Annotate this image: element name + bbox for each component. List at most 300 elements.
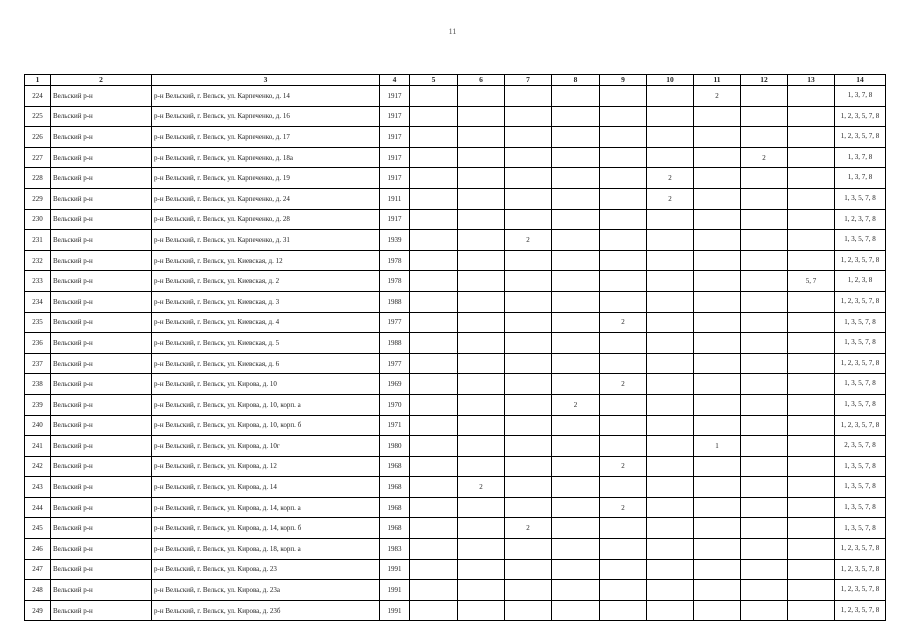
row-number-cell: 239 xyxy=(25,394,51,415)
column-7-cell xyxy=(505,374,552,395)
column-5-cell xyxy=(410,209,458,230)
column-9-cell xyxy=(600,333,647,354)
district-cell: Вельский р-н xyxy=(51,539,152,560)
column-13-cell xyxy=(788,333,835,354)
column-14-cell: 1, 3, 5, 7, 8 xyxy=(835,188,886,209)
column-14-cell: 1, 2, 3, 5, 7, 8 xyxy=(835,559,886,580)
column-14-cell: 1, 3, 5, 7, 8 xyxy=(835,477,886,498)
column-8-cell xyxy=(552,333,600,354)
district-cell: Вельский р-н xyxy=(51,188,152,209)
column-9-cell: 2 xyxy=(600,312,647,333)
column-5-cell xyxy=(410,374,458,395)
column-11-cell xyxy=(694,250,741,271)
row-number-cell: 241 xyxy=(25,436,51,457)
column-header-9: 9 xyxy=(600,75,647,86)
column-7-cell xyxy=(505,312,552,333)
column-13-cell xyxy=(788,312,835,333)
row-number-cell: 229 xyxy=(25,188,51,209)
district-cell: Вельский р-н xyxy=(51,374,152,395)
column-8-cell xyxy=(552,415,600,436)
column-11-cell xyxy=(694,477,741,498)
district-cell: Вельский р-н xyxy=(51,106,152,127)
column-5-cell xyxy=(410,333,458,354)
column-11-cell xyxy=(694,271,741,292)
column-9-cell xyxy=(600,188,647,209)
column-7-cell xyxy=(505,539,552,560)
column-6-cell xyxy=(458,127,505,148)
column-header-10: 10 xyxy=(647,75,694,86)
column-9-cell xyxy=(600,559,647,580)
district-cell: Вельский р-н xyxy=(51,497,152,518)
column-13-cell xyxy=(788,353,835,374)
column-14-cell: 1, 3, 5, 7, 8 xyxy=(835,312,886,333)
table-row xyxy=(25,188,886,209)
district-cell: Вельский р-н xyxy=(51,436,152,457)
column-14-cell: 1, 2, 3, 5, 7, 8 xyxy=(835,539,886,560)
column-10-cell xyxy=(647,415,694,436)
column-6-cell xyxy=(458,600,505,621)
column-6-cell xyxy=(458,353,505,374)
column-8-cell xyxy=(552,250,600,271)
column-13-cell xyxy=(788,86,835,107)
district-cell: Вельский р-н xyxy=(51,456,152,477)
year-cell: 1980 xyxy=(380,436,410,457)
column-8-cell xyxy=(552,147,600,168)
district-cell: Вельский р-н xyxy=(51,168,152,189)
year-cell: 1970 xyxy=(380,394,410,415)
district-cell: Вельский р-н xyxy=(51,271,152,292)
column-12-cell xyxy=(741,394,788,415)
address-cell: р-н Вельский, г. Вельск, ул. Кирова, д. 18, корп. а xyxy=(152,539,380,560)
row-number-cell: 226 xyxy=(25,127,51,148)
column-5-cell xyxy=(410,394,458,415)
column-5-cell xyxy=(410,518,458,539)
column-11-cell xyxy=(694,230,741,251)
column-7-cell xyxy=(505,168,552,189)
column-10-cell xyxy=(647,497,694,518)
address-cell: р-н Вельский, г. Вельск, ул. Киевская, д. 5 xyxy=(152,333,380,354)
column-6-cell xyxy=(458,271,505,292)
column-9-cell xyxy=(600,168,647,189)
table-row xyxy=(25,271,886,292)
column-12-cell xyxy=(741,353,788,374)
header-row xyxy=(25,75,886,86)
row-number-cell: 248 xyxy=(25,580,51,601)
column-10-cell xyxy=(647,209,694,230)
column-10-cell xyxy=(647,518,694,539)
column-12-cell xyxy=(741,456,788,477)
column-11-cell xyxy=(694,415,741,436)
column-5-cell xyxy=(410,86,458,107)
address-cell: р-н Вельский, г. Вельск, ул. Кирова, д. 10, корп. а xyxy=(152,394,380,415)
column-header-13: 13 xyxy=(788,75,835,86)
column-12-cell xyxy=(741,168,788,189)
address-cell: р-н Вельский, г. Вельск, ул. Карпеченко, д. 31 xyxy=(152,230,380,251)
column-10-cell xyxy=(647,312,694,333)
column-9-cell: 2 xyxy=(600,456,647,477)
row-number-cell: 243 xyxy=(25,477,51,498)
column-11-cell xyxy=(694,353,741,374)
row-number-cell: 227 xyxy=(25,147,51,168)
table-row xyxy=(25,539,886,560)
column-10-cell xyxy=(647,230,694,251)
column-9-cell xyxy=(600,580,647,601)
column-11-cell xyxy=(694,394,741,415)
column-7-cell xyxy=(505,580,552,601)
address-cell: р-н Вельский, г. Вельск, ул. Карпеченко, д. 24 xyxy=(152,188,380,209)
column-11-cell xyxy=(694,539,741,560)
column-header-4: 4 xyxy=(380,75,410,86)
column-12-cell xyxy=(741,436,788,457)
table-row xyxy=(25,353,886,374)
column-8-cell xyxy=(552,477,600,498)
column-5-cell xyxy=(410,106,458,127)
address-cell: р-н Вельский, г. Вельск, ул. Кирова, д. 14, корп. а xyxy=(152,497,380,518)
column-12-cell xyxy=(741,312,788,333)
address-cell: р-н Вельский, г. Вельск, ул. Карпеченко, д. 19 xyxy=(152,168,380,189)
column-9-cell xyxy=(600,250,647,271)
address-cell: р-н Вельский, г. Вельск, ул. Киевская, д. 6 xyxy=(152,353,380,374)
column-8-cell xyxy=(552,353,600,374)
row-number-cell: 230 xyxy=(25,209,51,230)
column-14-cell: 1, 3, 5, 7, 8 xyxy=(835,374,886,395)
address-cell: р-н Вельский, г. Вельск, ул. Кирова, д. 10, корп. б xyxy=(152,415,380,436)
row-number-cell: 237 xyxy=(25,353,51,374)
column-10-cell xyxy=(647,127,694,148)
column-10-cell xyxy=(647,580,694,601)
column-11-cell xyxy=(694,168,741,189)
column-8-cell xyxy=(552,559,600,580)
column-6-cell xyxy=(458,580,505,601)
column-12-cell xyxy=(741,188,788,209)
row-number-cell: 231 xyxy=(25,230,51,251)
column-8-cell xyxy=(552,580,600,601)
column-7-cell xyxy=(505,436,552,457)
address-cell: р-н Вельский, г. Вельск, ул. Киевская, д. 3 xyxy=(152,291,380,312)
row-number-cell: 245 xyxy=(25,518,51,539)
row-number-cell: 228 xyxy=(25,168,51,189)
column-13-cell xyxy=(788,147,835,168)
column-14-cell: 1, 2, 3, 7, 8 xyxy=(835,209,886,230)
column-13-cell xyxy=(788,436,835,457)
column-9-cell xyxy=(600,127,647,148)
column-14-cell: 1, 3, 5, 7, 8 xyxy=(835,497,886,518)
table-row xyxy=(25,600,886,621)
column-13-cell xyxy=(788,394,835,415)
column-9-cell: 2 xyxy=(600,374,647,395)
table-row xyxy=(25,106,886,127)
district-cell: Вельский р-н xyxy=(51,559,152,580)
column-6-cell xyxy=(458,333,505,354)
year-cell: 1991 xyxy=(380,600,410,621)
column-13-cell xyxy=(788,250,835,271)
column-7-cell xyxy=(505,456,552,477)
column-12-cell xyxy=(741,230,788,251)
column-7-cell xyxy=(505,415,552,436)
column-6-cell xyxy=(458,436,505,457)
year-cell: 1968 xyxy=(380,518,410,539)
column-5-cell xyxy=(410,127,458,148)
column-5-cell xyxy=(410,147,458,168)
district-cell: Вельский р-н xyxy=(51,333,152,354)
address-cell: р-н Вельский, г. Вельск, ул. Кирова, д. 23б xyxy=(152,600,380,621)
column-6-cell xyxy=(458,312,505,333)
table-row xyxy=(25,209,886,230)
column-12-cell xyxy=(741,580,788,601)
column-header-7: 7 xyxy=(505,75,552,86)
column-14-cell: 1, 3, 5, 7, 8 xyxy=(835,333,886,354)
column-14-cell: 1, 2, 3, 5, 7, 8 xyxy=(835,415,886,436)
column-13-cell xyxy=(788,497,835,518)
column-8-cell xyxy=(552,168,600,189)
column-7-cell xyxy=(505,394,552,415)
table-row xyxy=(25,230,886,251)
column-5-cell xyxy=(410,353,458,374)
column-9-cell xyxy=(600,436,647,457)
year-cell: 1969 xyxy=(380,374,410,395)
row-number-cell: 247 xyxy=(25,559,51,580)
address-cell: р-н Вельский, г. Вельск, ул. Кирова, д. 12 xyxy=(152,456,380,477)
column-10-cell xyxy=(647,333,694,354)
table-row xyxy=(25,333,886,354)
column-12-cell xyxy=(741,497,788,518)
column-10-cell xyxy=(647,600,694,621)
table-row xyxy=(25,518,886,539)
row-number-cell: 235 xyxy=(25,312,51,333)
column-8-cell xyxy=(552,456,600,477)
column-13-cell xyxy=(788,600,835,621)
column-14-cell: 1, 3, 5, 7, 8 xyxy=(835,394,886,415)
column-11-cell xyxy=(694,333,741,354)
address-cell: р-н Вельский, г. Вельск, ул. Карпеченко, д. 17 xyxy=(152,127,380,148)
row-number-cell: 249 xyxy=(25,600,51,621)
column-10-cell xyxy=(647,353,694,374)
column-10-cell xyxy=(647,106,694,127)
column-10-cell xyxy=(647,86,694,107)
column-header-14: 14 xyxy=(835,75,886,86)
column-11-cell xyxy=(694,188,741,209)
table-row xyxy=(25,559,886,580)
column-9-cell xyxy=(600,291,647,312)
column-8-cell xyxy=(552,106,600,127)
district-cell: Вельский р-н xyxy=(51,518,152,539)
address-cell: р-н Вельский, г. Вельск, ул. Киевская, д. 4 xyxy=(152,312,380,333)
housing-registry-table xyxy=(24,74,886,621)
column-14-cell: 1, 2, 3, 5, 7, 8 xyxy=(835,353,886,374)
column-header-11: 11 xyxy=(694,75,741,86)
column-header-5: 5 xyxy=(410,75,458,86)
year-cell: 1978 xyxy=(380,250,410,271)
table-row xyxy=(25,291,886,312)
column-6-cell xyxy=(458,518,505,539)
table-row xyxy=(25,86,886,107)
column-11-cell xyxy=(694,312,741,333)
column-14-cell: 1, 2, 3, 5, 7, 8 xyxy=(835,600,886,621)
column-9-cell xyxy=(600,600,647,621)
column-14-cell: 1, 2, 3, 5, 7, 8 xyxy=(835,580,886,601)
table-row xyxy=(25,394,886,415)
column-10-cell xyxy=(647,394,694,415)
row-number-cell: 238 xyxy=(25,374,51,395)
column-12-cell xyxy=(741,477,788,498)
table-row xyxy=(25,497,886,518)
row-number-cell: 236 xyxy=(25,333,51,354)
column-8-cell xyxy=(552,539,600,560)
year-cell: 1911 xyxy=(380,188,410,209)
column-9-cell xyxy=(600,353,647,374)
district-cell: Вельский р-н xyxy=(51,477,152,498)
column-13-cell xyxy=(788,518,835,539)
column-13-cell xyxy=(788,559,835,580)
column-9-cell xyxy=(600,209,647,230)
district-cell: Вельский р-н xyxy=(51,250,152,271)
column-14-cell: 1, 3, 5, 7, 8 xyxy=(835,456,886,477)
column-8-cell: 2 xyxy=(552,394,600,415)
column-10-cell xyxy=(647,436,694,457)
column-10-cell xyxy=(647,147,694,168)
column-13-cell xyxy=(788,539,835,560)
column-9-cell xyxy=(600,477,647,498)
column-10-cell xyxy=(647,271,694,292)
address-cell: р-н Вельский, г. Вельск, ул. Кирова, д. 10г xyxy=(152,436,380,457)
column-9-cell: 2 xyxy=(600,497,647,518)
row-number-cell: 234 xyxy=(25,291,51,312)
column-13-cell xyxy=(788,580,835,601)
column-9-cell xyxy=(600,86,647,107)
column-7-cell: 2 xyxy=(505,518,552,539)
row-number-cell: 225 xyxy=(25,106,51,127)
column-14-cell: 1, 2, 3, 8 xyxy=(835,271,886,292)
column-13-cell xyxy=(788,230,835,251)
column-7-cell xyxy=(505,106,552,127)
column-13-cell xyxy=(788,106,835,127)
column-12-cell xyxy=(741,333,788,354)
column-7-cell xyxy=(505,353,552,374)
column-11-cell xyxy=(694,106,741,127)
column-11-cell xyxy=(694,209,741,230)
district-cell: Вельский р-н xyxy=(51,291,152,312)
column-5-cell xyxy=(410,291,458,312)
column-7-cell xyxy=(505,250,552,271)
column-9-cell xyxy=(600,230,647,251)
year-cell: 1971 xyxy=(380,415,410,436)
column-8-cell xyxy=(552,209,600,230)
column-13-cell xyxy=(788,168,835,189)
column-14-cell: 1, 3, 7, 8 xyxy=(835,147,886,168)
row-number-cell: 244 xyxy=(25,497,51,518)
column-13-cell xyxy=(788,188,835,209)
column-7-cell xyxy=(505,209,552,230)
column-11-cell: 2 xyxy=(694,86,741,107)
district-cell: Вельский р-н xyxy=(51,600,152,621)
table-row xyxy=(25,477,886,498)
column-11-cell xyxy=(694,147,741,168)
year-cell: 1983 xyxy=(380,539,410,560)
year-cell: 1988 xyxy=(380,291,410,312)
column-6-cell xyxy=(458,106,505,127)
column-7-cell xyxy=(505,333,552,354)
table-row xyxy=(25,147,886,168)
year-cell: 1978 xyxy=(380,271,410,292)
year-cell: 1991 xyxy=(380,559,410,580)
column-10-cell xyxy=(647,539,694,560)
column-7-cell xyxy=(505,291,552,312)
year-cell: 1977 xyxy=(380,353,410,374)
column-11-cell: 1 xyxy=(694,436,741,457)
column-14-cell: 1, 2, 3, 5, 7, 8 xyxy=(835,127,886,148)
year-cell: 1917 xyxy=(380,168,410,189)
district-cell: Вельский р-н xyxy=(51,127,152,148)
column-5-cell xyxy=(410,559,458,580)
column-6-cell xyxy=(458,497,505,518)
column-12-cell xyxy=(741,250,788,271)
column-9-cell xyxy=(600,106,647,127)
column-13-cell xyxy=(788,291,835,312)
column-8-cell xyxy=(552,374,600,395)
table-row xyxy=(25,580,886,601)
table-row xyxy=(25,374,886,395)
table-row xyxy=(25,415,886,436)
column-5-cell xyxy=(410,168,458,189)
column-8-cell xyxy=(552,436,600,457)
column-5-cell xyxy=(410,539,458,560)
address-cell: р-н Вельский, г. Вельск, ул. Кирова, д. 14 xyxy=(152,477,380,498)
column-6-cell xyxy=(458,374,505,395)
column-11-cell xyxy=(694,374,741,395)
column-6-cell xyxy=(458,456,505,477)
column-10-cell xyxy=(647,559,694,580)
column-6-cell: 2 xyxy=(458,477,505,498)
column-8-cell xyxy=(552,127,600,148)
column-14-cell: 1, 3, 7, 8 xyxy=(835,168,886,189)
year-cell: 1917 xyxy=(380,106,410,127)
column-11-cell xyxy=(694,127,741,148)
column-7-cell xyxy=(505,559,552,580)
year-cell: 1968 xyxy=(380,456,410,477)
district-cell: Вельский р-н xyxy=(51,209,152,230)
year-cell: 1917 xyxy=(380,127,410,148)
column-6-cell xyxy=(458,209,505,230)
column-8-cell xyxy=(552,600,600,621)
column-8-cell xyxy=(552,497,600,518)
column-header-6: 6 xyxy=(458,75,505,86)
column-8-cell xyxy=(552,86,600,107)
year-cell: 1977 xyxy=(380,312,410,333)
column-10-cell xyxy=(647,291,694,312)
column-12-cell: 2 xyxy=(741,147,788,168)
year-cell: 1968 xyxy=(380,477,410,498)
row-number-cell: 240 xyxy=(25,415,51,436)
column-6-cell xyxy=(458,188,505,209)
column-header-2: 2 xyxy=(51,75,152,86)
column-13-cell xyxy=(788,477,835,498)
column-7-cell xyxy=(505,147,552,168)
column-5-cell xyxy=(410,456,458,477)
column-8-cell xyxy=(552,518,600,539)
year-cell: 1917 xyxy=(380,147,410,168)
column-10-cell xyxy=(647,374,694,395)
year-cell: 1968 xyxy=(380,497,410,518)
district-cell: Вельский р-н xyxy=(51,580,152,601)
column-7-cell xyxy=(505,188,552,209)
table-row xyxy=(25,250,886,271)
table-row xyxy=(25,456,886,477)
district-cell: Вельский р-н xyxy=(51,312,152,333)
column-10-cell xyxy=(647,250,694,271)
column-header-3: 3 xyxy=(152,75,380,86)
column-9-cell xyxy=(600,518,647,539)
column-13-cell xyxy=(788,374,835,395)
